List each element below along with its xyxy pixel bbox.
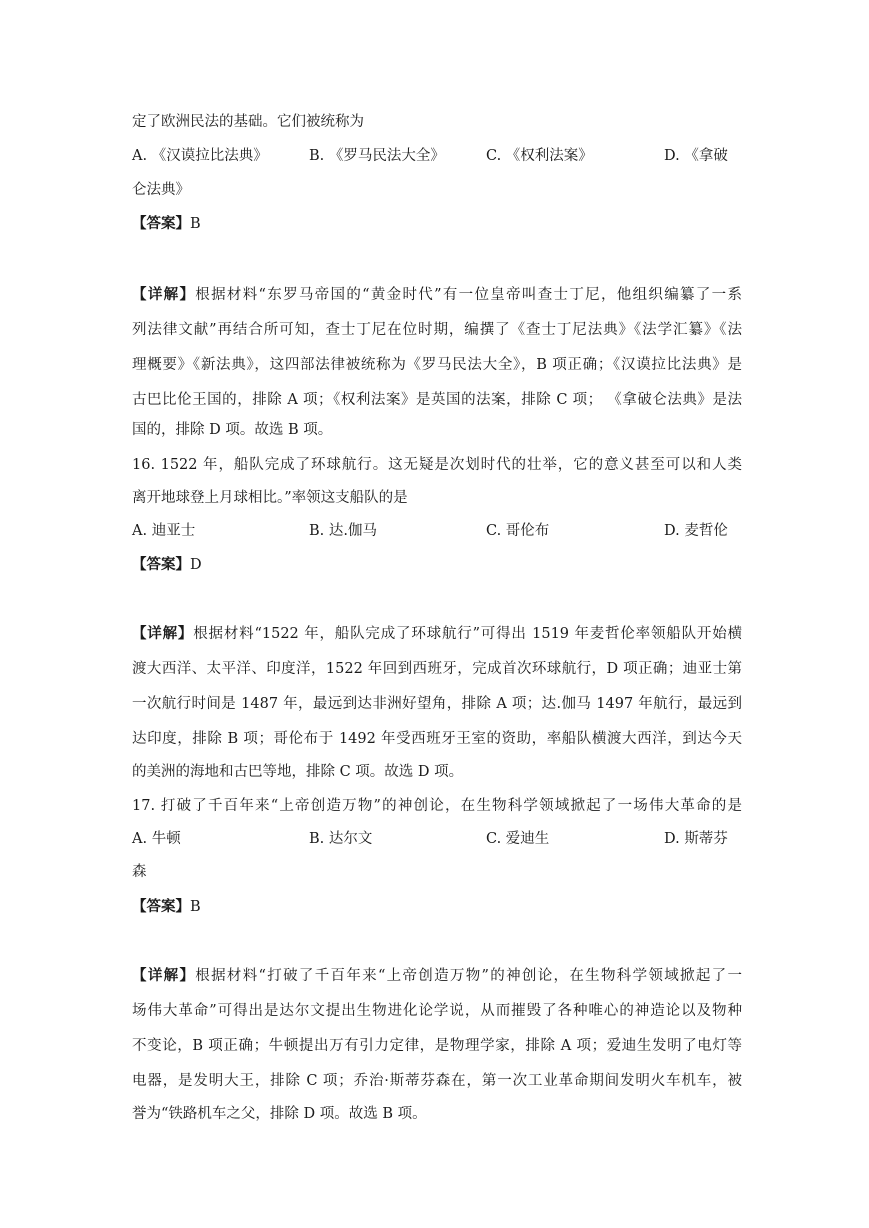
q16-detail-line-4: 达印度，排除 B 项；哥伦布于 1492 年受西班牙王室的资助，率船队横渡大西洋，到达今天 [132,731,742,747]
q16-option-d: D. 麦哲伦 [664,523,728,539]
q17-detail-line-1 [132,966,742,986]
q15-option-d-wrap: 仑法典》 [132,182,190,198]
q16-detail-line-2: 渡大西洋、太平洋、印度洋，1522 年回到西班牙，完成首次环球航行，D 项正确；迪亚士第 [132,661,742,677]
q15-detail-line-1 [132,285,742,305]
q17-stem: 17. 打破了千百年来“上帝创造万物”的神创论，在生物科学领域掀起了一场伟大革命的是 [132,798,742,814]
q15-stem-tail: 定了欧洲民法的基础。它们被统称为 [132,114,364,130]
q17-detail-line-5: 誉为“铁路机车之父，排除 D 项。故选 B 项。 [132,1106,427,1122]
q15-detail-line-5: 国的，排除 D 项。故选 B 项。 [132,422,333,438]
q17-detail-line-3: 不变论，B 项正确；牛顿提出万有引力定律，是物理学家，排除 A 项；爱迪生发明了电灯等 [132,1038,742,1054]
detail-label: 【详解】 [132,625,194,642]
q15-detail-line-3: 理概要》《新法典》，这四部法律被统称为《罗马民法大全》，B 项正确；《汉谟拉比法典》是 [132,357,742,373]
q15-option-a: A. 《汉谟拉比法典》 [132,148,268,164]
q16-detail-line-1 [132,624,742,644]
q17-option-c: C. 爱迪生 [486,831,550,847]
q16-detail-line-3: 一次航行时间是 1487 年，最远到达非洲好望角，排除 A 项；达.伽马 1497 年航行，最远到 [132,696,742,712]
q17-answer [132,897,742,917]
q15-option-c: C. 《权利法案》 [486,148,593,164]
answer-value: B [190,216,201,232]
q17-option-a: A. 牛顿 [132,831,181,847]
q16-stem-line-1: 16. 1522 年，船队完成了环球航行。这无疑是次划时代的壮举，它的意义甚至可以和人类 [132,457,742,473]
q17-detail-line-4: 电器，是发明大王，排除 C 项；乔治·斯蒂芬森在，第一次工业革命期间发明火车机车，被 [132,1073,742,1089]
q16-stem-line-2: 离开地球登上月球相比。”率领这支船队的是 [132,490,408,506]
answer-value: B [190,899,201,915]
q15-detail-line-4: 古巴比伦王国的，排除 A 项；《权利法案》是英国的法案，排除 C 项； 《拿破仑法典》是法 [132,392,742,408]
q16-option-a: A. 迪亚士 [132,523,196,539]
detail-text: 根据材料“1522 年，船队完成了环球航行”可得出 1519 年麦哲伦率领船队开始横 [193,626,743,642]
detail-text: 根据材料“东罗马帝国的“黄金时代”有一位皇帝叫查士丁尼，他组织编纂了一系 [195,287,742,303]
q16-detail-line-5: 的美洲的海地和古巴等地，排除 C 项。故选 D 项。 [132,764,464,780]
q17-option-d-wrap: 森 [132,864,147,880]
q15-option-d: D. 《拿破 [664,148,728,164]
detail-label: 【详解】 [132,967,196,984]
q15-option-b: B. 《罗马民法大全》 [309,148,445,164]
q15-answer [132,214,742,234]
answer-label: 【答案】 [132,215,190,232]
q16-answer [132,555,742,575]
q15-detail-line-2: 列法律文献”再结合所可知，查士丁尼在位时期，编撰了《查士丁尼法典》《法学汇纂》《法 [132,322,742,338]
q17-option-b: B. 达尔文 [309,831,373,847]
answer-label: 【答案】 [132,556,190,573]
answer-label: 【答案】 [132,898,190,915]
detail-label: 【详解】 [132,286,196,303]
q17-detail-line-2: 场伟大革命”可得出是达尔文提出生物进化论学说，从而摧毁了各种唯心的神造论以及物种 [132,1003,742,1019]
q16-option-b: B. 达.伽马 [309,523,377,539]
answer-value: D [190,557,202,573]
q16-option-c: C. 哥伦布 [486,523,550,539]
q17-option-d: D. 斯蒂芬 [664,831,728,847]
detail-text: 根据材料“打破了千百年来“上帝创造万物”的神创论，在生物科学领域掀起了一 [195,968,742,984]
